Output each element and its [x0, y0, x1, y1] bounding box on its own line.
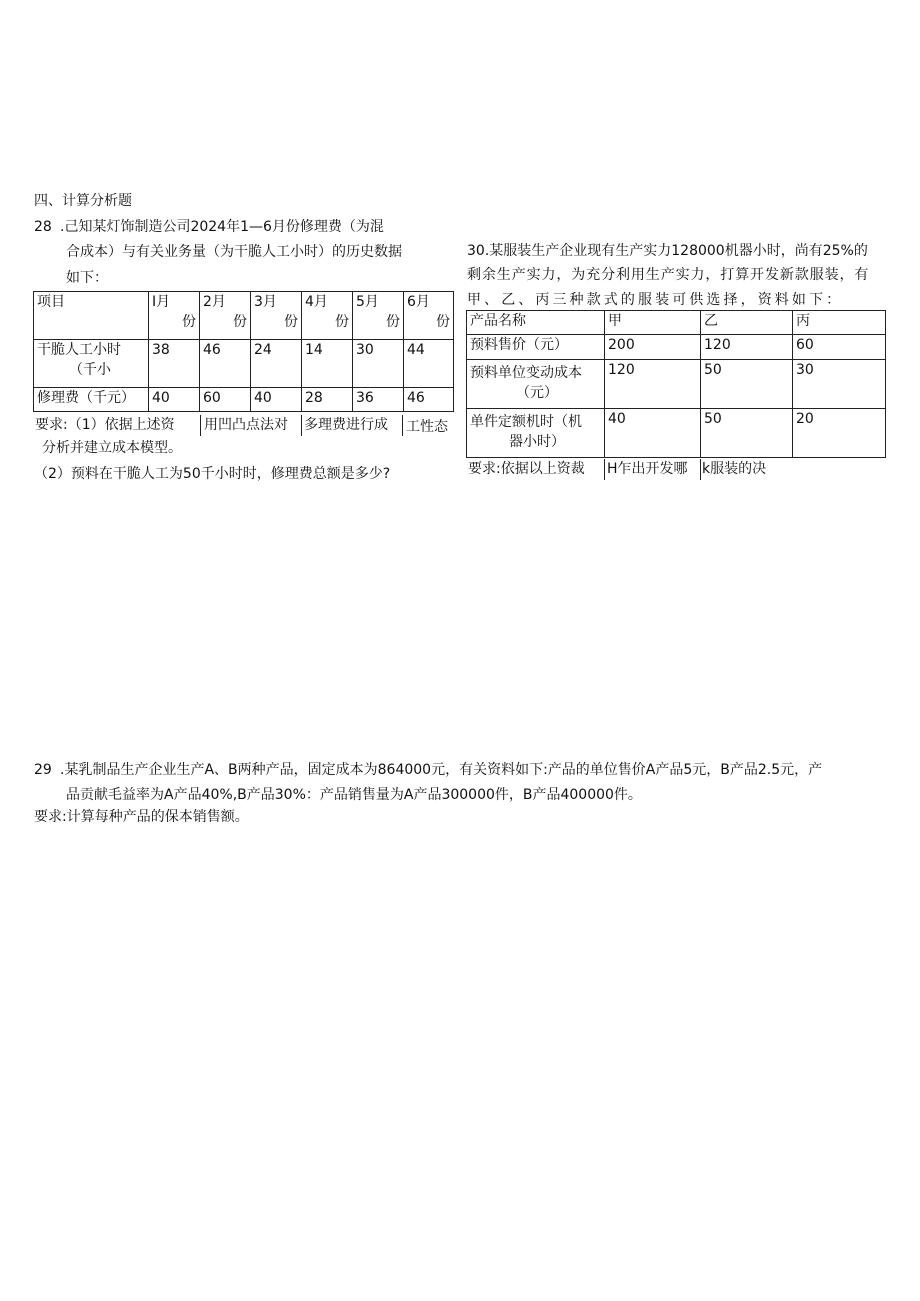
- q29-requirement: 要求:计算每种产品的保本销售额。: [34, 809, 249, 825]
- q28-requirement-seg4: 工性态: [406, 419, 448, 435]
- column-divider: [700, 459, 701, 480]
- q30-line2: 剩余生产实力，为充分利用生产实力，打算开发新款服装，有: [467, 267, 870, 283]
- q28-labor-hours-row: [34, 340, 454, 388]
- q30-machine-hours-row: [467, 409, 886, 458]
- q30-price-row: [467, 335, 886, 360]
- table-cell: 20: [793, 409, 886, 458]
- q28-header-item: 项目: [34, 292, 149, 340]
- table-cell: 60: [793, 335, 886, 360]
- table-cell: 50: [701, 409, 793, 458]
- q28-number: 28: [34, 219, 52, 235]
- table-cell: 46: [200, 340, 251, 388]
- table-cell: 120: [701, 335, 793, 360]
- q30-requirement-seg2: H乍出开发哪: [607, 461, 688, 477]
- q30-header-product: 乙: [701, 311, 793, 335]
- q28-header-month: 6月 份: [404, 292, 454, 340]
- q28-line3: 如下：: [66, 270, 108, 286]
- table-cell: 36: [353, 388, 404, 412]
- table-cell: 44: [404, 340, 454, 388]
- q28-header-month: 4月 份: [302, 292, 353, 340]
- table-cell: 38: [149, 340, 200, 388]
- q28-data-table: [33, 291, 454, 412]
- q30-machine-hours-label: 单件定额机时（机 器小时）: [467, 409, 605, 458]
- q30-line3: 甲、乙、丙三种款式的服装可供选择，资料如下：: [467, 292, 844, 308]
- column-divider: [402, 415, 403, 436]
- q29-line1: .某乳制品生产企业生产A、B两种产品，固定成本为864000元，有关资料如下:产品的单位售价A产品5元，B产品2.5元，产: [60, 762, 823, 778]
- q28-header-row: [34, 292, 454, 340]
- table-cell: 30: [353, 340, 404, 388]
- q28-requirement-seg1: 要求:（1）依据上述资: [35, 417, 175, 433]
- table-cell: 28: [302, 388, 353, 412]
- table-cell: 40: [605, 409, 701, 458]
- q28-header-month: 5月 份: [353, 292, 404, 340]
- q28-repair-cost-label: 修理费（千元）: [34, 388, 149, 412]
- table-cell: 60: [200, 388, 251, 412]
- table-cell: 40: [149, 388, 200, 412]
- q30-price-label: 预料售价（元）: [467, 335, 605, 360]
- q30-data-table: [466, 310, 886, 458]
- q30-header-product: 甲: [605, 311, 701, 335]
- table-cell: 30: [793, 360, 886, 409]
- table-cell: 200: [605, 335, 701, 360]
- q28-requirement-seg3: 多理费进行成: [304, 417, 388, 433]
- table-cell: 50: [701, 360, 793, 409]
- q28-line1: .己知某灯饰制造公司2024年1—6月份修理费（为混: [60, 219, 384, 235]
- q30-line1: 30.某服装生产企业现有生产实力128000机器小时，尚有25%的: [467, 243, 868, 259]
- q28-requirement-seg2: 用凹凸点法对: [204, 417, 288, 433]
- column-divider: [301, 415, 302, 436]
- q28-requirement-line2: 分析并建立成本模型。: [42, 440, 182, 456]
- q28-repair-cost-row: [34, 388, 454, 412]
- column-divider: [200, 415, 201, 436]
- table-cell: 46: [404, 388, 454, 412]
- q28-header-month: 2月 份: [200, 292, 251, 340]
- table-cell: 24: [251, 340, 302, 388]
- q30-requirement-seg1: 要求:依据以上资裁: [468, 461, 585, 477]
- table-cell: 40: [251, 388, 302, 412]
- q30-variable-cost-label: 预料单位变动成本 （元）: [467, 360, 605, 409]
- q30-requirement-seg3: k服装的决: [702, 461, 767, 477]
- q29-line2: 品贡献毛益率为A产品40%,B产品30%：产品销售量为A产品300000件，B产品400000件。: [66, 787, 642, 803]
- q30-header-row: [467, 311, 886, 335]
- q30-variable-cost-row: [467, 360, 886, 409]
- q30-header-name: 产品名称: [467, 311, 605, 335]
- section-title: 四、计算分析题: [34, 193, 132, 209]
- table-cell: 14: [302, 340, 353, 388]
- table-cell: 120: [605, 360, 701, 409]
- q29-number: 29: [34, 762, 52, 778]
- q28-header-month: I月 份: [149, 292, 200, 340]
- q28-header-month: 3月 份: [251, 292, 302, 340]
- q30-header-product: 丙: [793, 311, 886, 335]
- q28-line2: 合成本）与有关业务量（为干脆人工小时）的历史数据: [66, 244, 402, 260]
- column-divider: [604, 459, 605, 480]
- q28-requirement-line3: （2）预料在干脆人工为50千小时时，修理费总额是多少?: [34, 466, 391, 482]
- q28-labor-hours-label: 干脆人工小时 （千小: [34, 340, 149, 388]
